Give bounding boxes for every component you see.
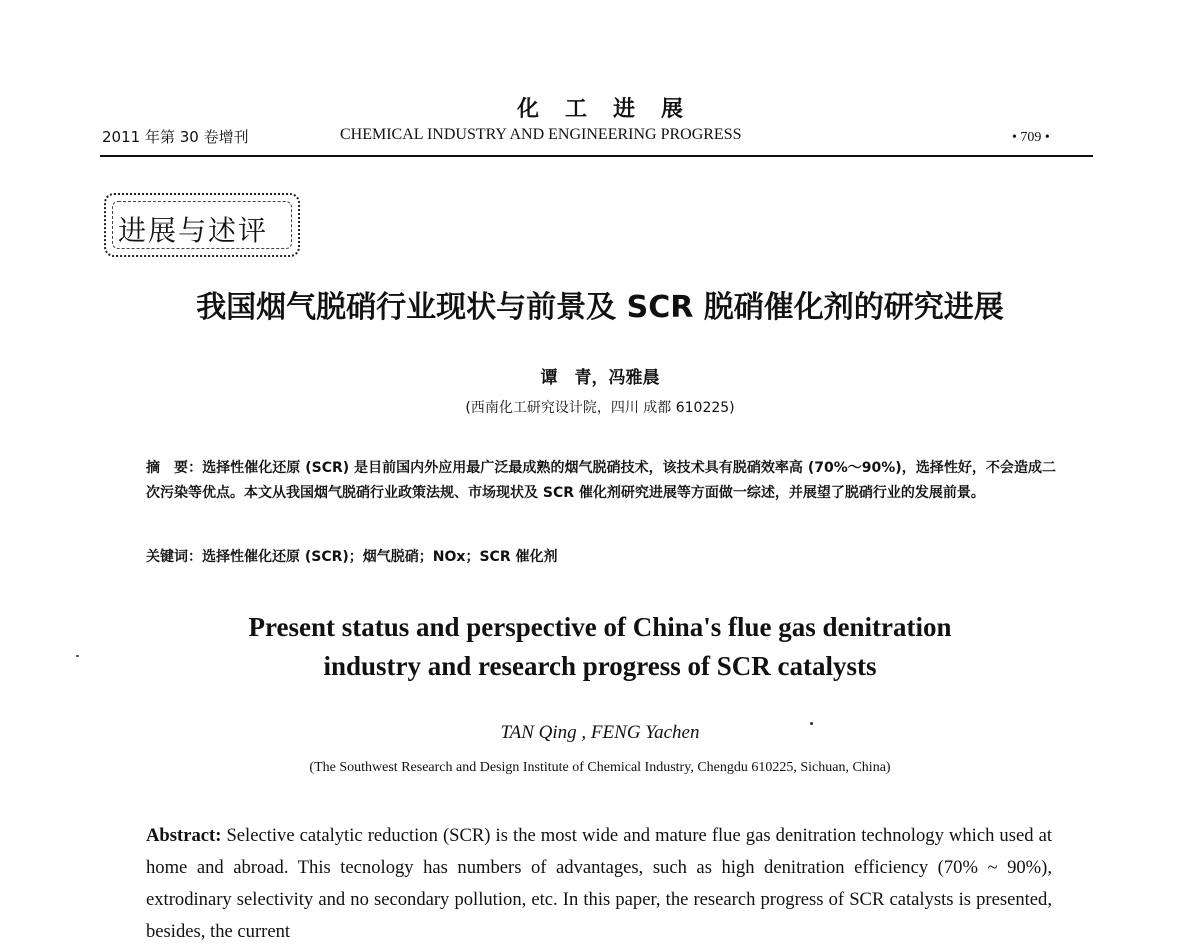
paper-title-en-line1: Present status and perspective of China's flue gas denitration [248,612,952,642]
scan-speck [810,722,813,725]
keywords-cn-label: 关键词： [146,549,202,565]
abstract-en-text: Selective catalytic reduction (SCR) is the most wide and mature flue gas denitration technology which used at home and abroad. This tecnology has numbers of advantages, such as high denitration efficiency (70% ~ 90%), extrodinary selectivity and no secondary pollution, etc. In this paper, the research progress of SCR catalysts is presented, besides, the current [146,825,1052,942]
journal-volume: 2011 年第 30 卷增刊 [102,128,249,146]
header-rule [100,155,1093,157]
paper-title-en-line2: industry and research progress of SCR catalysts [323,651,877,681]
section-label: 进展与述评 [118,214,269,247]
authors-cn: 谭 青，冯雅晨 [540,368,660,388]
paper-title-en [0,608,1200,686]
affiliation-en: (The Southwest Research and Design Institute of Chemical Industry, Chengdu 610225, Sichuan, China) [309,760,891,775]
paper-title-cn: 我国烟气脱硝行业现状与前景及 SCR 脱硝催化剂的研究进展 [196,290,1004,325]
scan-speck-margin [76,655,79,657]
journal-title-en: CHEMICAL INDUSTRY AND ENGINEERING PROGRESS [340,126,742,143]
abstract-cn-text: 选择性催化还原 (SCR) 是目前国内外应用最广泛最成熟的烟气脱硝技术，该技术具有脱硝效率高 (70%～90%)，选择性好，不会造成二次污染等优点。本文从我国烟气脱硝行业政策法规、市场现状及 SCR 催化剂研究进展等方面做一综述，并展望了脱硝行业的发展前景。 [146,460,1057,501]
page-number: • 709 • [1012,130,1050,145]
abstract-cn-label: 摘 要： [146,460,203,476]
affiliation-cn: (西南化工研究设计院，四川 成都 610225) [465,400,735,416]
keywords-cn [146,546,1056,566]
abstract-en-label: Abstract: [146,825,222,846]
journal-title-cn: 化工进展 [516,97,709,122]
abstract-cn [146,456,1056,506]
abstract-en [146,820,1052,948]
keywords-cn-text: 选择性催化还原 (SCR)；烟气脱硝；NOx；SCR 催化剂 [202,549,558,565]
authors-en: TAN Qing , FENG Yachen [500,722,700,743]
